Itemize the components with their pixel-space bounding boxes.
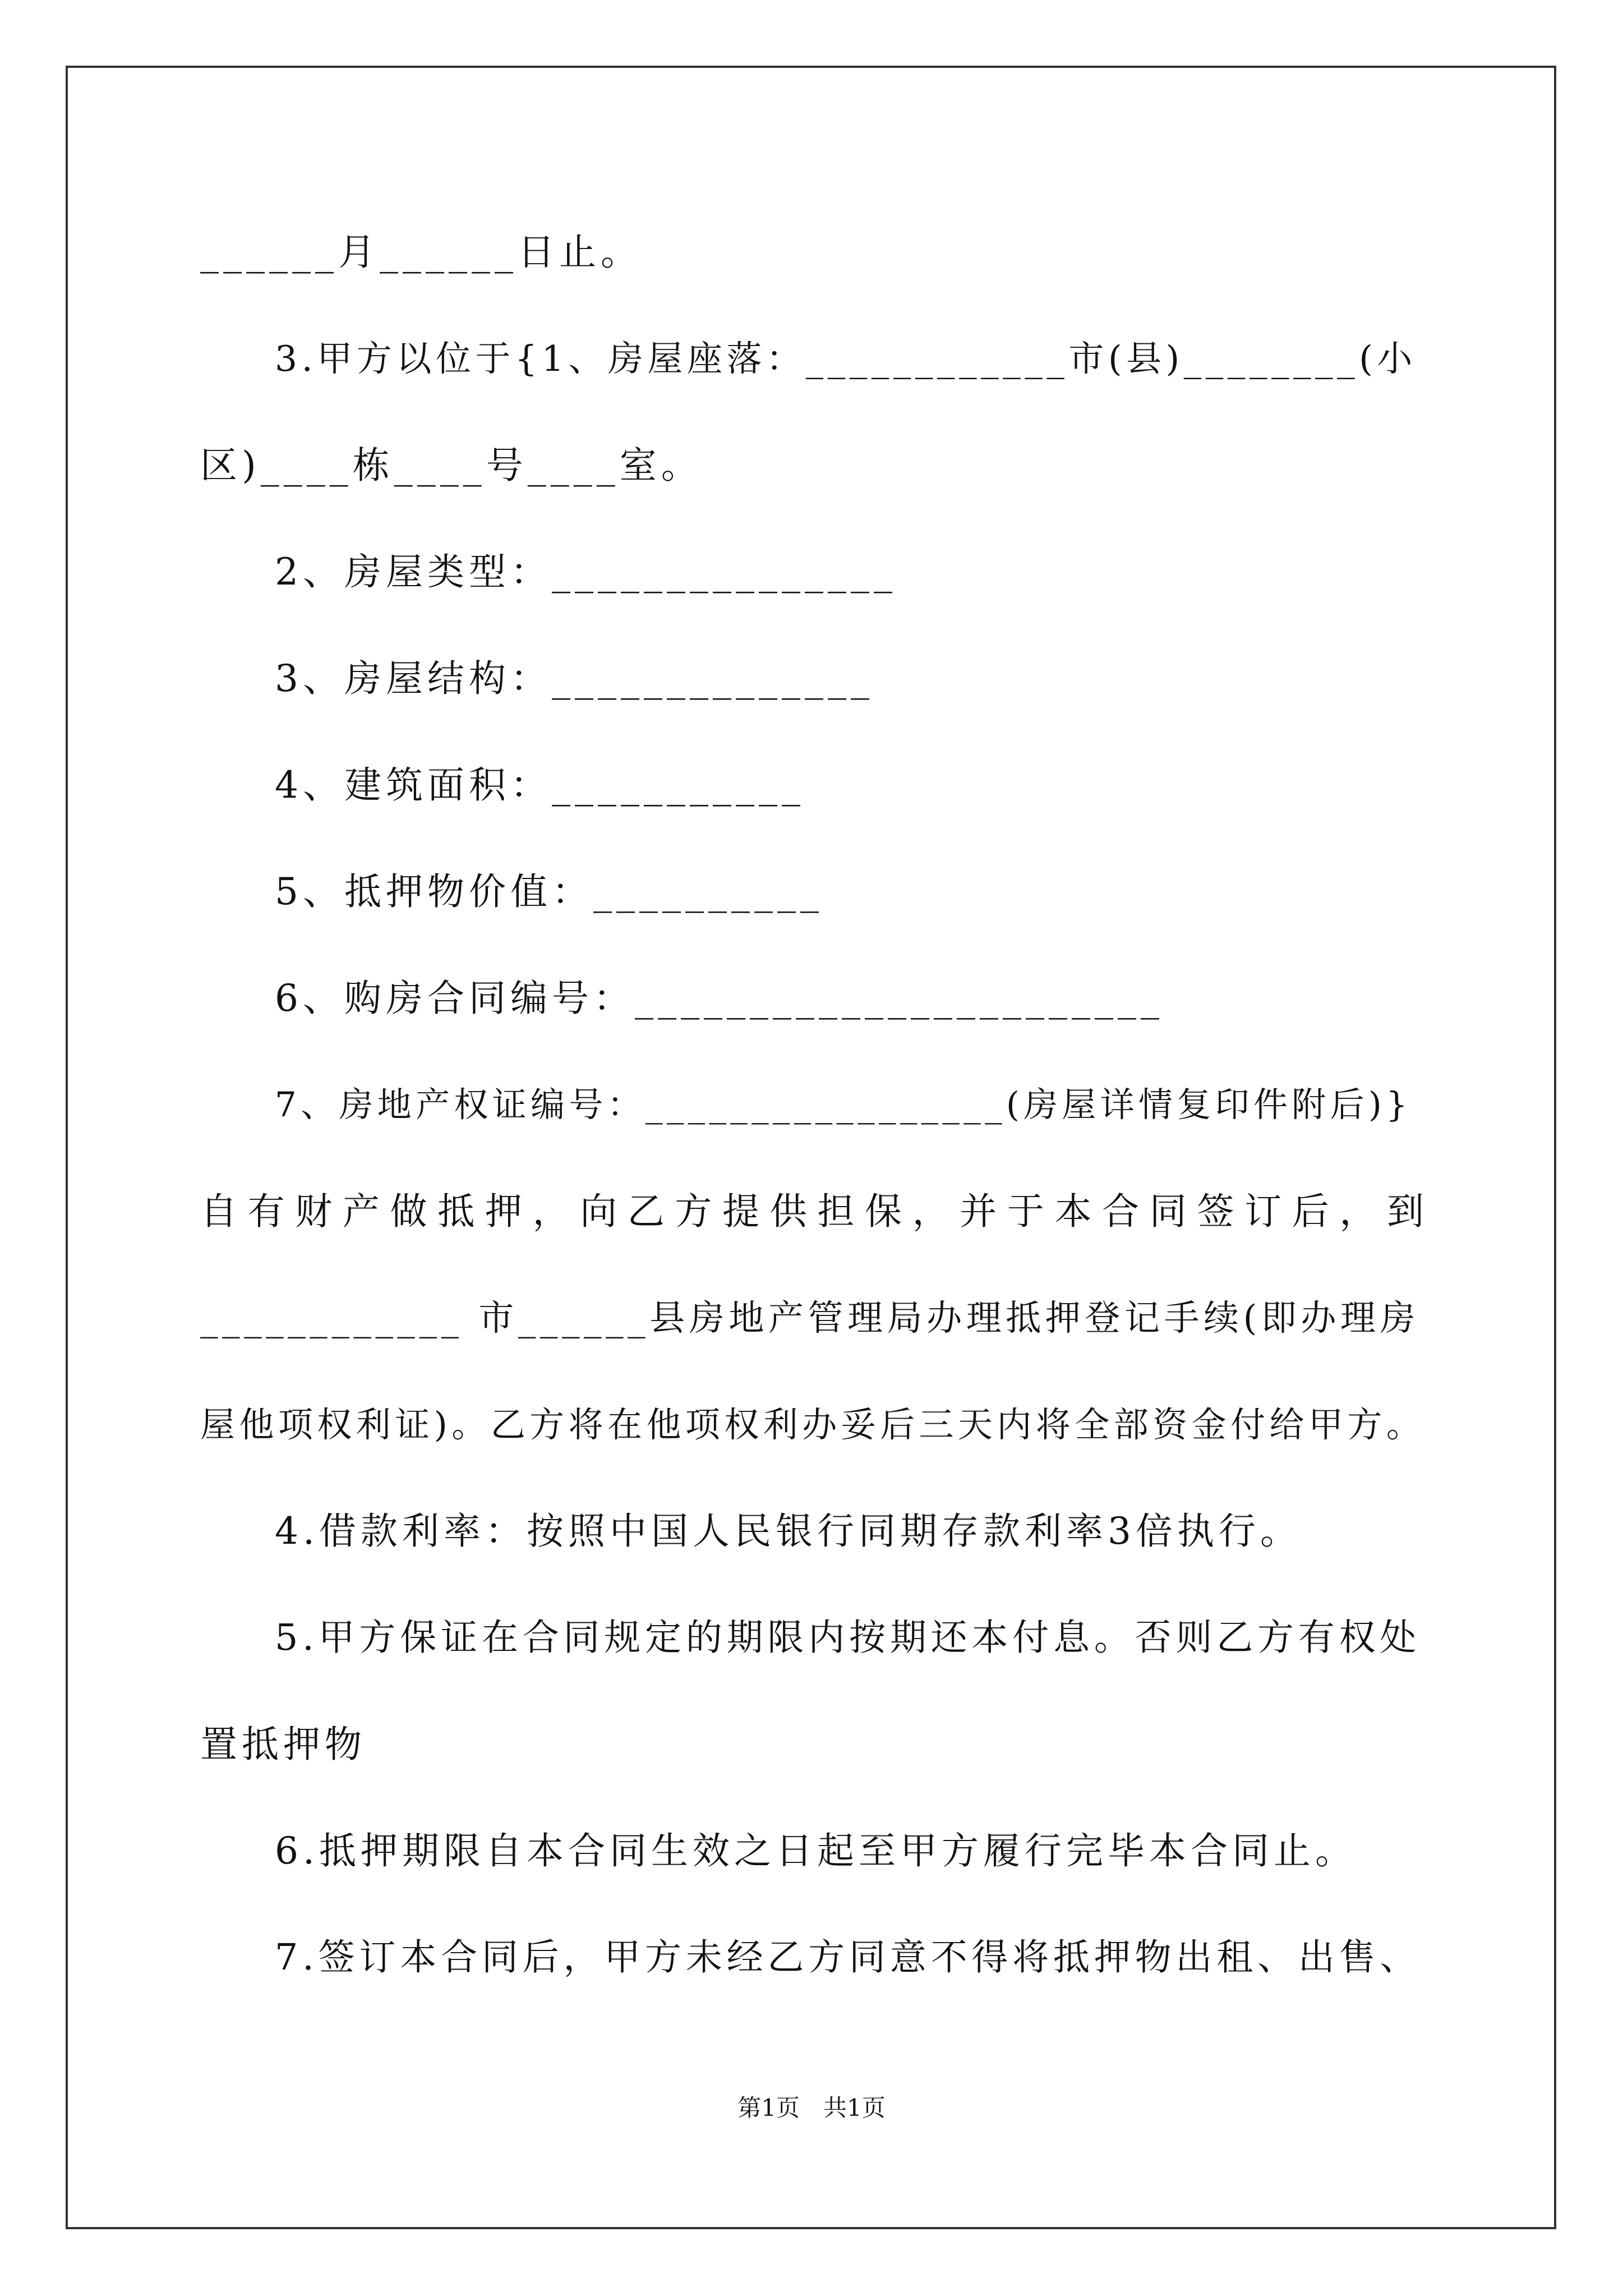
text-line: 3.甲方以位于{1、房屋座落：____________市(县)________(小 (275, 338, 1417, 379)
text-line: 区)____栋____号____室。 (200, 444, 703, 487)
text-line: 5.甲方保证在合同规定的期限内按期还本付息。否则乙方有权处 (275, 1617, 1421, 1659)
text-line: 6、购房合同编号：_______________________ (275, 977, 1164, 1020)
text-line: 5、抵押物价值：__________ (275, 870, 823, 913)
text-line: ______月______日止。 (200, 231, 642, 274)
text-line: 2、房屋类型：_______________ (275, 550, 897, 593)
text-line: 4.借款利率：按照中国人民银行同期存款利率3倍执行。 (275, 1510, 1302, 1553)
text-line: 6.抵押期限自本合同生效之日起至甲方履行完毕本合同止。 (275, 1829, 1357, 1872)
text-line: 屋他项权利证)。乙方将在他项权利办妥后三天内将全部资金付给甲方。 (200, 1404, 1426, 1445)
page-number: 第1页 共1页 (737, 2094, 886, 2122)
text-line: 7、房地产权证编号：_________________(房屋详情复印件附后)} (275, 1085, 1412, 1125)
text-line: 自有财产做抵押，向乙方提供担保，并于本合同签订后，到 (200, 1190, 1428, 1233)
text-line: 7.签订本合同后，甲方未经乙方同意不得将抵押物出租、出售、 (275, 1936, 1421, 1978)
text-line: 置抵押物 (200, 1723, 366, 1766)
text-line: ____________ 市______县房地产管理局办理抵押登记手续(即办理房 (200, 1297, 1420, 1338)
text-line: 4、建筑面积：___________ (275, 763, 805, 807)
text-line: 3、房屋结构：______________ (275, 657, 874, 700)
